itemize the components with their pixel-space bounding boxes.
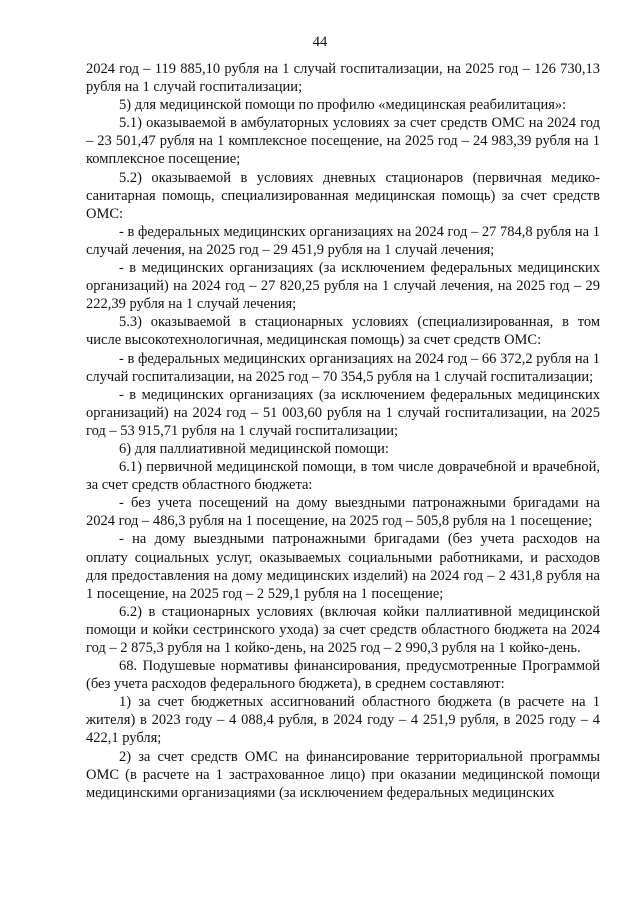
paragraph-5-1-outpatient: 5.1) оказываемой в амбулаторных условиях за счет средств ОМС на 2024 год – 23 501,47 рубля на 1 комплексное посещение, на 2025 год – 24 983,39 рубля на 1 комплексное посещение; bbox=[86, 115, 600, 168]
paragraph-hospitalization-continued: 2024 год – 119 885,10 рубля на 1 случай госпитализации, на 2025 год – 126 730,13 рубля на 1 случай госпитализации; bbox=[86, 61, 600, 96]
document-body bbox=[86, 60, 600, 802]
paragraph-6-1-home-visits: - на дому выездными патронажными бригадами (без учета расходов на оплату социальных услуг, оказываемых социальными работниками, и расходов для предоставления на дому медицинских изделий) на 2024 год – 2 431,8 рубля на 1 посещение, на 2025 год – 2 529,1 рубля на 1 посещение; bbox=[86, 531, 600, 602]
paragraph-68-per-capita: 68. Подушевые нормативы финансирования, предусмотренные Программой (без учета расходов федерального бюджета), в среднем составляют: bbox=[86, 658, 600, 693]
paragraph-6-1-primary: 6.1) первичной медицинской помощи, в том числе доврачебной и врачебной, за счет средств областного бюджета: bbox=[86, 459, 600, 494]
paragraph-5-2-day-hospital: 5.2) оказываемой в условиях дневных стационаров (первичная медико-санитарная помощь, специализированная медицинская помощь) за счет средств ОМС: bbox=[86, 169, 600, 222]
paragraph-5-3-non-federal: - в медицинских организациях (за исключением федеральных медицинских организаций) на 2024 год – 51 003,60 рубля на 1 случай госпитализации, на 2025 год – 53 915,71 рубля на 1 случай госпитализации; bbox=[86, 386, 600, 439]
paragraph-5-3-federal: - в федеральных медицинских организациях на 2024 год – 66 372,2 рубля на 1 случай госпитализации, на 2025 год – 70 354,5 рубля на 1 случай госпитализации; bbox=[86, 350, 600, 385]
page-number: 44 bbox=[312, 34, 328, 50]
paragraph-5-2-federal: - в федеральных медицинских организациях на 2024 год – 27 784,8 рубля на 1 случай лечения, на 2025 год – 29 451,9 рубля на 1 случай лечения; bbox=[86, 223, 600, 258]
paragraph-6-palliative: 6) для паллиативной медицинской помощи: bbox=[119, 440, 389, 457]
paragraph-6-2-inpatient: 6.2) в стационарных условиях (включая койки паллиативной медицинской помощи и койки сестринского ухода) за счет средств областного бюджета на 2024 год – 2 875,3 рубля на 1 койко-день, на 2025 год – 2 990,3 рубля на 1 койко-день. bbox=[86, 603, 600, 656]
paragraph-medical-rehabilitation: 5) для медицинской помощи по профилю «медицинская реабилитация»: bbox=[119, 97, 567, 114]
paragraph-68-1-regional-budget: 1) за счет бюджетных ассигнований областного бюджета (в расчете на 1 жителя) в 2023 году – 4 088,4 рубля, в 2024 году – 4 251,9 рубля, в 2025 году – 4 422,1 рубля; bbox=[86, 694, 600, 747]
paragraph-5-2-non-federal: - в медицинских организациях (за исключением федеральных медицинских организаций) на 2024 год – 27 820,25 рубля на 1 случай лечения, на 2025 год – 29 222,39 рубля на 1 случай лечения; bbox=[86, 260, 600, 313]
paragraph-68-2-oms: 2) за счет средств ОМС на финансирование территориальной программы ОМС (в расчете на 1 застрахованное лицо) при оказании медицинской помощи медицинскими организациями (за исключением федеральных медицинских bbox=[86, 748, 600, 801]
paragraph-6-1-without-home-visits: - без учета посещений на дому выездными патронажными бригадами на 2024 год – 486,3 рубля на 1 посещение, на 2025 год – 505,8 рубля на 1 посещение; bbox=[86, 495, 600, 530]
paragraph-5-3-inpatient: 5.3) оказываемой в стационарных условиях (специализированная, в том числе высокотехнологичная, медицинская помощь) за счет средств ОМС: bbox=[86, 314, 600, 349]
